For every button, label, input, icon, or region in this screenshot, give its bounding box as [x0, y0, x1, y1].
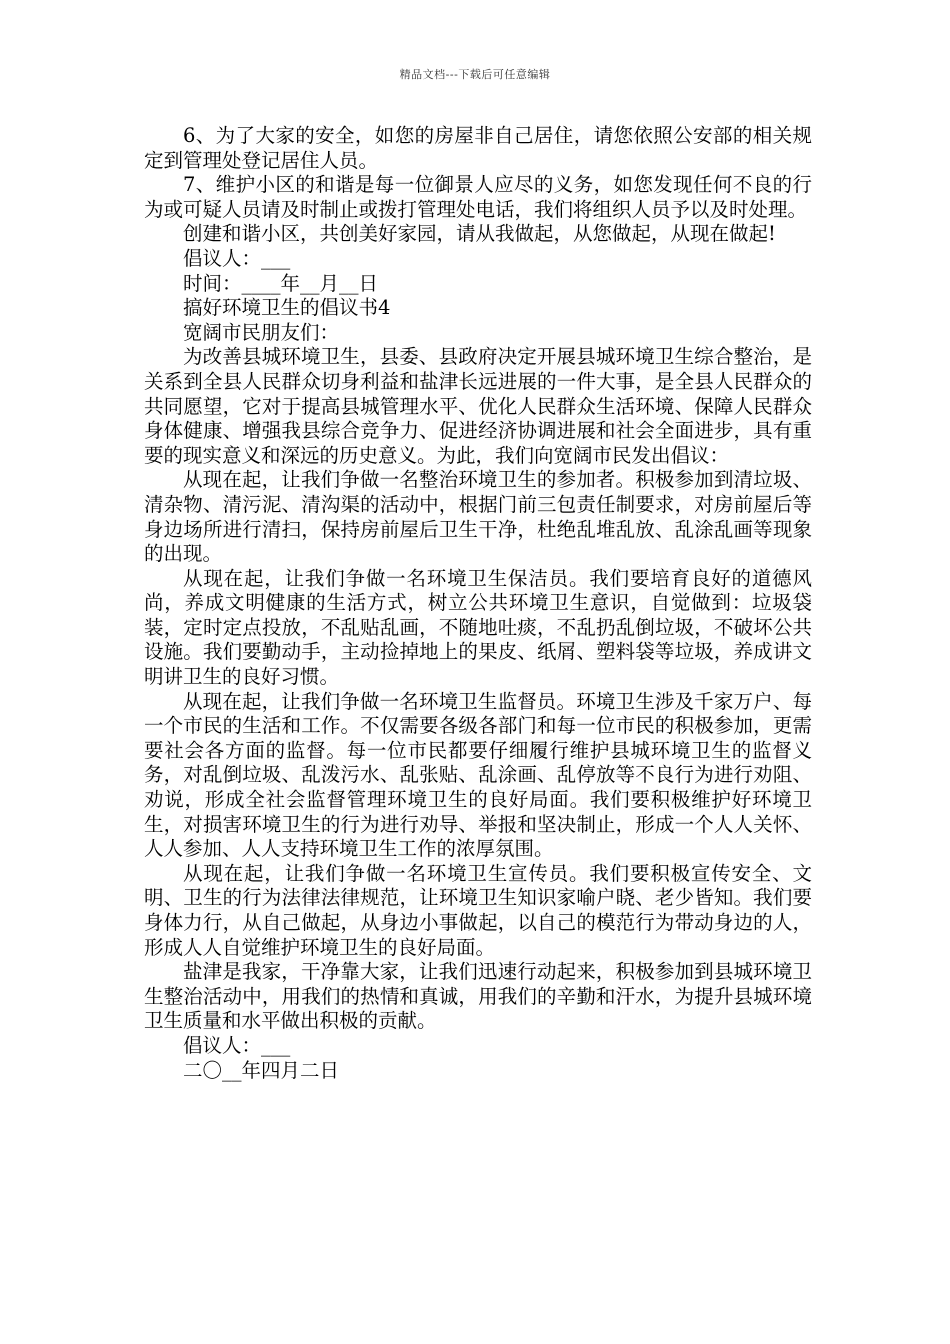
salutation: 宽阔市民朋友们： — [183, 320, 340, 344]
paragraph-cleaner: 从现在起，让我们争做一名环境卫生保洁员。我们要培育良好的道德风尚，养成文明健康的生活方式，树立公共环境卫生意识，自觉做到：垃圾袋装，定时定点投放，不乱贴乱画，不随地吐痰，不乱扔乱倒垃圾，不破坏公共设施。我们要勤动手，主动捡掉地上的果皮、纸屑、塑料袋等垃圾，养成讲文明讲卫生的良好习惯。 — [144, 566, 812, 689]
signature-date-2: 二〇__年四月二日 — [183, 1058, 340, 1082]
section-title: 搞好环境卫生的倡议书4 — [183, 296, 391, 320]
paragraph-conclusion: 盐津是我家，干净靠大家，让我们迅速行动起来，积极参加到县城环境卫生整治活动中，用我们的热情和真诚，用我们的辛勤和汗水，为提升县城环境卫生质量和水平做出积极的贡献。 — [144, 960, 812, 1033]
paragraph-participant: 从现在起，让我们争做一名整治环境卫生的参加者。积极参加到清垃圾、清杂物、清污泥、清沟渠的活动中，根据门前三包责任制要求，对房前屋后等身边场所进行清扫，保持房前屋后卫生干净，杜绝乱堆乱放、乱涂乱画等现象的出现。 — [144, 468, 812, 566]
document-body — [144, 124, 812, 1083]
page-header: 精品文档---下载后可任意编辑 — [399, 68, 551, 81]
paragraph-promoter: 从现在起，让我们争做一名环境卫生宣传员。我们要积极宣传安全、文明、卫生的行为法律法律规范，让环境卫生知识家喻户晓、老少皆知。我们要身体力行，从自己做起，从身边小事做起，以自己的模范行为带动身边的人，形成人人自觉维护环境卫生的良好局面。 — [144, 861, 812, 959]
signature-initiator-2: 倡议人：___ — [183, 1033, 291, 1057]
paragraph-item-6: 6、为了大家的安全，如您的房屋非自己居住，请您依照公安部的相关规定到管理处登记居住人员。 — [144, 124, 812, 172]
paragraph-item-7: 7、维护小区的和谐是每一位御景人应尽的义务，如您发现任何不良的行为或可疑人员请及时制止或拨打管理处电话，我们将组织人员予以及时处理。 — [144, 173, 812, 221]
paragraph-supervisor: 从现在起，让我们争做一名环境卫生监督员。环境卫生涉及千家万户、每一个市民的生活和工作。不仅需要各级各部门和每一位市民的积极参加，更需要社会各方面的监督。每一位市民都要仔细履行维护县城环境卫生的监督义务，对乱倒垃圾、乱泼污水、乱张贴、乱涂画、乱停放等不良行为进行劝阻、劝说，形成全社会监督管理环境卫生的良好局面。我们要积极维护好环境卫生，对损害环境卫生的行为进行劝导、举报和坚决制止，形成一个人人关怀、人人参加、人人支持环境卫生工作的浓厚氛围。 — [144, 689, 812, 861]
signature-initiator: 倡议人：___ — [183, 246, 291, 270]
signature-date: 时间：____年__月__日 — [183, 271, 379, 295]
paragraph-intro: 为改善县城环境卫生，县委、县政府决定开展县城环境卫生综合整治，是关系到全县人民群众切身利益和盐津长远进展的一件大事，是全县人民群众的共同愿望，它对于提高县城管理水平、优化人民群众生活环境、保障人民群众身体健康、增强我县综合竞争力、促进经济协调进展和社会全面进步，具有重要的现实意义和深远的历史意义。为此，我们向宽阔市民发出倡议： — [144, 345, 812, 467]
paragraph-closing-call: 创建和谐小区，共创美好家园，请从我做起，从您做起，从现在做起! — [183, 222, 776, 246]
